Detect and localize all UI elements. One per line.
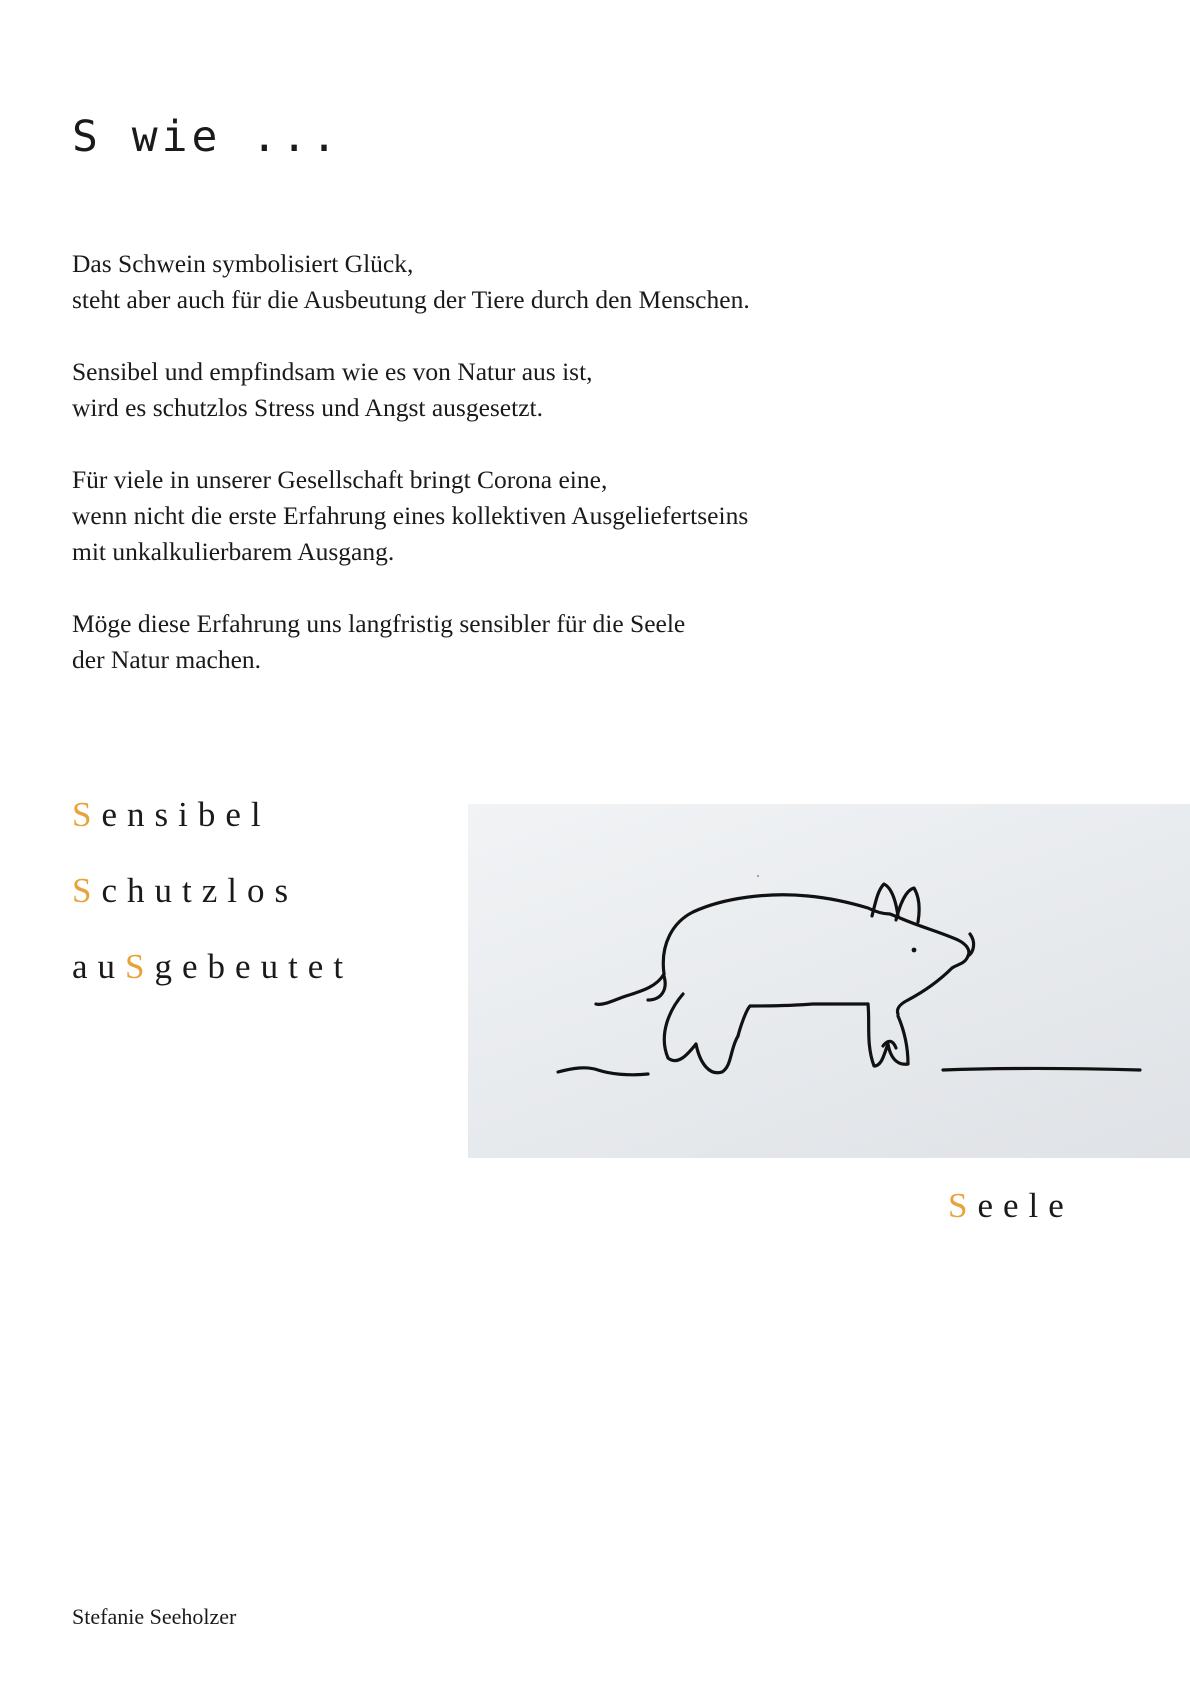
paragraph — [72, 354, 892, 426]
ground-line-right — [943, 1069, 1140, 1071]
seele-rest: eele — [977, 1186, 1074, 1225]
paragraph — [72, 462, 892, 570]
pig-front-legs — [868, 1004, 908, 1066]
acrostic-list — [72, 795, 353, 1023]
pig-drawing — [468, 804, 1190, 1158]
paragraph-line: steht aber auch für die Ausbeutung der Tiere durch den Menschen. — [72, 285, 750, 314]
acrostic-word — [72, 947, 353, 1023]
acrostic-word — [72, 795, 353, 871]
seele-highlight-letter: S — [948, 1186, 978, 1225]
acrostic-highlight-letter: S — [72, 871, 102, 910]
paragraph-line: der Natur machen. — [72, 645, 262, 674]
paragraph-line: mit unkalkulierbarem Ausgang. — [72, 537, 395, 566]
pig-rear-legs — [664, 994, 738, 1073]
acrostic-prefix: au — [72, 947, 126, 986]
paper-speck — [757, 875, 759, 877]
author-name: Stefanie Seeholzer — [72, 1604, 237, 1629]
paragraph-line: Sensibel und empfindsam wie es von Natur aus ist, — [72, 357, 593, 386]
acrostic-suffix: ensibel — [101, 795, 271, 834]
page-title: S wie ... — [72, 112, 341, 162]
body-text — [72, 246, 892, 714]
paragraph-line: Das Schwein symbolisiert Glück, — [72, 249, 414, 278]
pig-body-top — [663, 895, 969, 1014]
paragraph — [72, 246, 892, 318]
seele-word — [948, 1186, 1074, 1226]
paragraph-line: Für viele in unserer Gesellschaft bringt Corona eine, — [72, 465, 608, 494]
paragraph-line: wenn nicht die erste Erfahrung eines kollektiven Ausgeliefertseins — [72, 501, 749, 530]
pig-eye — [912, 948, 917, 953]
pig-line-sketch — [468, 804, 1190, 1158]
acrostic-suffix: gebeutet — [154, 947, 354, 986]
ground-line-left — [558, 1068, 648, 1075]
pig-belly — [738, 1004, 868, 1036]
acrostic-word — [72, 871, 353, 947]
acrostic-suffix: chutzlos — [101, 871, 299, 910]
acrostic-highlight-letter: S — [72, 795, 102, 834]
paragraph-line: wird es schutzlos Stress und Angst ausgesetzt. — [72, 393, 543, 422]
paragraph — [72, 606, 892, 678]
acrostic-highlight-letter: S — [125, 947, 155, 986]
paragraph-line: Möge diese Erfahrung uns langfristig sensibler für die Seele — [72, 609, 686, 638]
